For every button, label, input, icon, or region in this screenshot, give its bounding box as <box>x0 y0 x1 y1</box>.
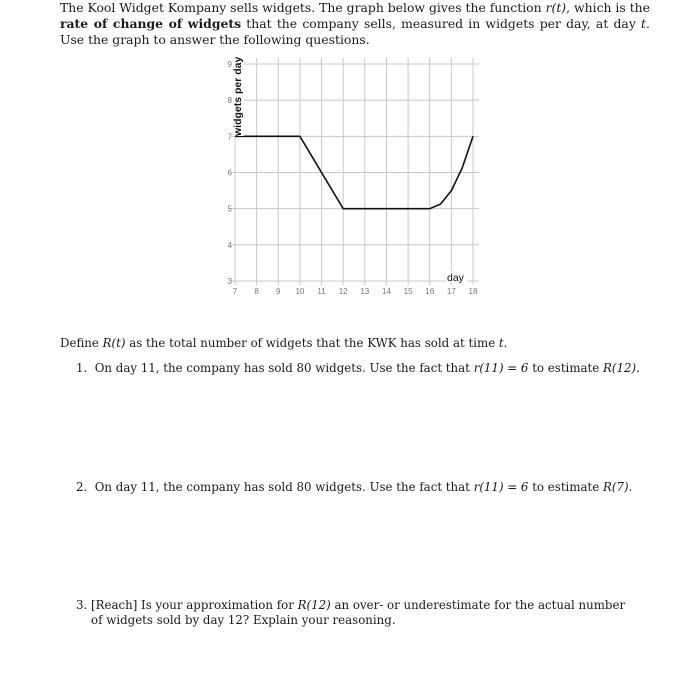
y-tick-label: 3 <box>227 277 232 286</box>
intro-func: r(t) <box>545 0 567 15</box>
x-axis-label-box <box>446 271 468 284</box>
definition-line <box>60 336 507 350</box>
definition-mid: as the total number of widgets that the KWK has sold at time <box>129 336 496 350</box>
x-tick-label: 13 <box>360 287 370 296</box>
question-mid: to estimate <box>532 361 600 375</box>
question-target: R(7) <box>603 480 629 494</box>
definition-pre: Define <box>60 336 99 350</box>
intro-text-1: The Kool Widget Kompany sells widgets. The graph below gives the function <box>60 0 542 15</box>
question-number: 1. <box>76 361 88 375</box>
question-body <box>91 598 636 628</box>
x-tick-label: 7 <box>232 287 238 296</box>
x-tick-label: 10 <box>295 287 305 296</box>
y-axis-label-box <box>232 56 244 137</box>
problem-intro <box>60 0 650 48</box>
x-tick-label: 11 <box>317 287 326 296</box>
question-mid: to estimate <box>532 480 600 494</box>
intro-text-2: , which is the <box>566 0 650 15</box>
y-tick-label: 6 <box>227 168 232 178</box>
question-2 <box>76 480 632 495</box>
y-tick-label: 9 <box>227 60 232 69</box>
x-axis-label: day <box>447 272 464 284</box>
y-tick-label: 8 <box>227 96 232 106</box>
x-tick-label: 8 <box>254 287 259 296</box>
question-rest: an over- or underestimate for the actual number of widgets sold by day 12? Explain your reasoning. <box>91 598 626 627</box>
question-number: 3. <box>76 598 88 612</box>
question-math: r(11) = 6 <box>473 480 529 494</box>
intro-text-4: . Use the graph to answer the following questions. <box>60 16 650 47</box>
definition-func: R(t) <box>102 336 126 350</box>
tick-labels <box>228 60 478 296</box>
y-tick-label: 5 <box>227 204 232 214</box>
question-number: 2. <box>76 480 88 494</box>
x-tick-label: 12 <box>338 287 348 296</box>
question-1 <box>76 361 640 376</box>
definition-tvar: t <box>498 336 504 350</box>
question-target: R(12) <box>603 361 637 375</box>
question-text: On day 11, the company has sold 80 widgets. Use the fact that <box>94 480 470 494</box>
question-math: R(12) <box>297 598 331 612</box>
question-3 <box>76 598 638 628</box>
rate-graph <box>222 54 484 304</box>
x-tick-label: 18 <box>468 287 478 296</box>
question-text: [Reach] Is your approximation for <box>91 598 294 612</box>
definition-post: . <box>503 336 508 350</box>
y-tick-label: 7 <box>227 132 232 142</box>
intro-text-3: that the company sells, measured in widgets per day, at day <box>246 16 636 31</box>
question-text: On day 11, the company has sold 80 widgets. Use the fact that <box>94 361 470 375</box>
x-tick-label: 14 <box>382 287 391 296</box>
y-axis-label: widgets per day <box>232 56 244 136</box>
grid-lines <box>231 58 479 285</box>
y-tick-label: 4 <box>227 240 232 250</box>
question-math: r(11) = 6 <box>473 361 529 375</box>
x-tick-label: 16 <box>425 287 435 296</box>
x-tick-label: 15 <box>403 287 413 296</box>
question-end: . <box>636 361 640 375</box>
intro-bold: rate of change of widgets <box>60 16 242 31</box>
intro-tvar: t <box>641 16 647 31</box>
x-tick-label: 17 <box>446 287 456 296</box>
x-tick-label: 9 <box>276 287 281 296</box>
question-end: . <box>628 480 633 494</box>
